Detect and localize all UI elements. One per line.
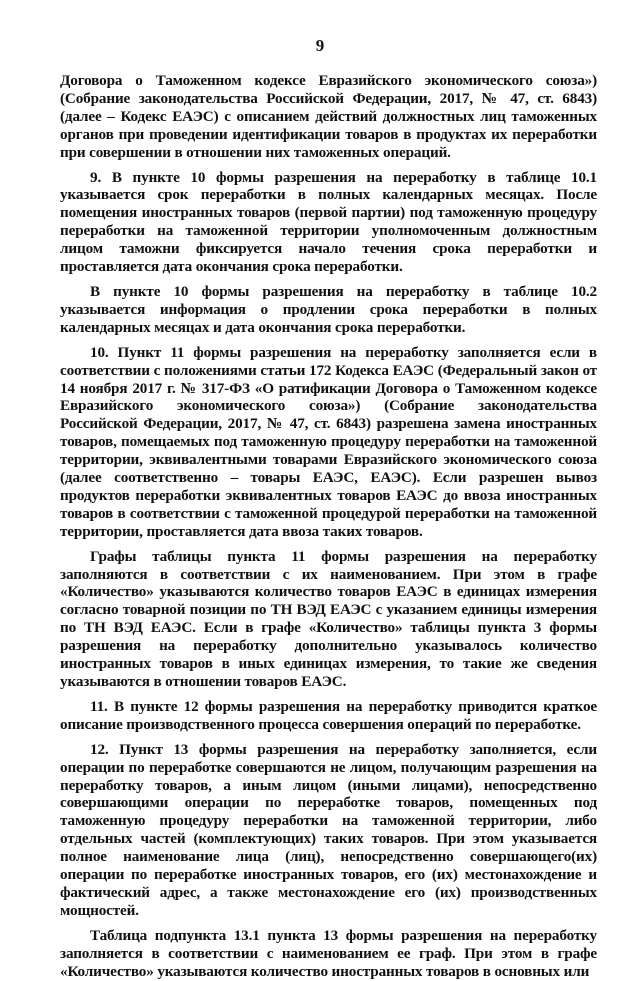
paragraph-item-12: 12. Пункт 13 формы разрешения на переработку заполняется, если операции по переработке совершаются не лицом, получающим разрешения на переработку товаров, а иным лицом (иными лицами), непосредственно совершающими операции по переработке товаров, помещенных под таможенную процедуру переработки на таможенной территории, либо отдельных частей (комплектующих) таких товаров. При этом указывается полное наименование лица (лиц), непосредственно совершающего(их) операции по переработке иностранных товаров, его (их) местонахождение и фактический адрес, а также местонахождение его (их) производственных мощностей. xyxy=(60,740,597,919)
paragraph-item-11: 11. В пункте 12 формы разрешения на переработку приводится краткое описание производственного процесса совершения операций по переработке. xyxy=(60,697,597,733)
paragraph-item-10-table: Графы таблицы пункта 11 формы разрешения на переработку заполняются в соответствии с их наименованием. При этом в графе «Количество» указываются количество товаров ЕАЭС в единицах измерения согласно товарной позиции по ТН ВЭД ЕАЭС с указанием единицы измерения по ТН ВЭД ЕАЭС. Если в графе «Количество» таблицы пункта 3 формы разрешения на переработку дополнительно указывалось количество иностранных товаров в иных единицах измерения, то такие же сведения указываются в отношении товаров ЕАЭС. xyxy=(60,547,597,690)
paragraph-item-12-table: Таблица подпункта 13.1 пункта 13 формы разрешения на переработку заполняется в соответствии с наименованием ее граф. При этом в графе «Количество» указываются количество иностранных товаров в основных или xyxy=(60,926,597,980)
page-number: 9 xyxy=(315,36,325,55)
document-body xyxy=(60,72,597,981)
paragraph-item-9: 9. В пункте 10 формы разрешения на переработку в таблице 10.1 указывается срок переработки в полных календарных месяцах. После помещения иностранных товаров (первой партии) под таможенную процедуру переработки на таможенной территории уполномоченным должностным лицом таможни фиксируется начало течения срока переработки и проставляется дата окончания срока переработки. xyxy=(60,168,597,276)
paragraph-item-10: 10. Пункт 11 формы разрешения на переработку заполняется если в соответствии с положениями статьи 172 Кодекса ЕАЭС (Федеральный закон от 14 ноября 2017 г. № 317-ФЗ «О ратификации Договора о Таможенном кодексе Евразийского экономического союза») (Собрание законодательства Российской Федерации, 2017, № 47, ст. 6843) разрешена замена иностранных товаров, помещаемых под таможенную процедуру переработки на таможенной территории, эквивалентными товарами Евразийского экономического союза (далее соответственно – товары ЕАЭС, ЕАЭС). Если разрешен вывоз продуктов переработки эквивалентных товаров ЕАЭС до ввоза иностранных товаров в соответствии с таможенной процедурой переработки на таможенной территории, проставляется дата ввоза таких товаров. xyxy=(60,343,597,540)
paragraph-continuation: Договора о Таможенном кодексе Евразийского экономического союза») (Собрание законодательства Российской Федерации, 2017, № 47, ст. 6843) (далее – Кодекс ЕАЭС) с описанием действий должностных лиц таможенных органов при проведении идентификации товаров в продуктах их переработки при совершении в отношении них таможенных операций. xyxy=(60,72,597,161)
paragraph-item-9-extension: В пункте 10 формы разрешения на переработку в таблице 10.2 указывается информация о продлении срока переработки в полных календарных месяцах и дата окончания срока переработки. xyxy=(60,282,597,336)
